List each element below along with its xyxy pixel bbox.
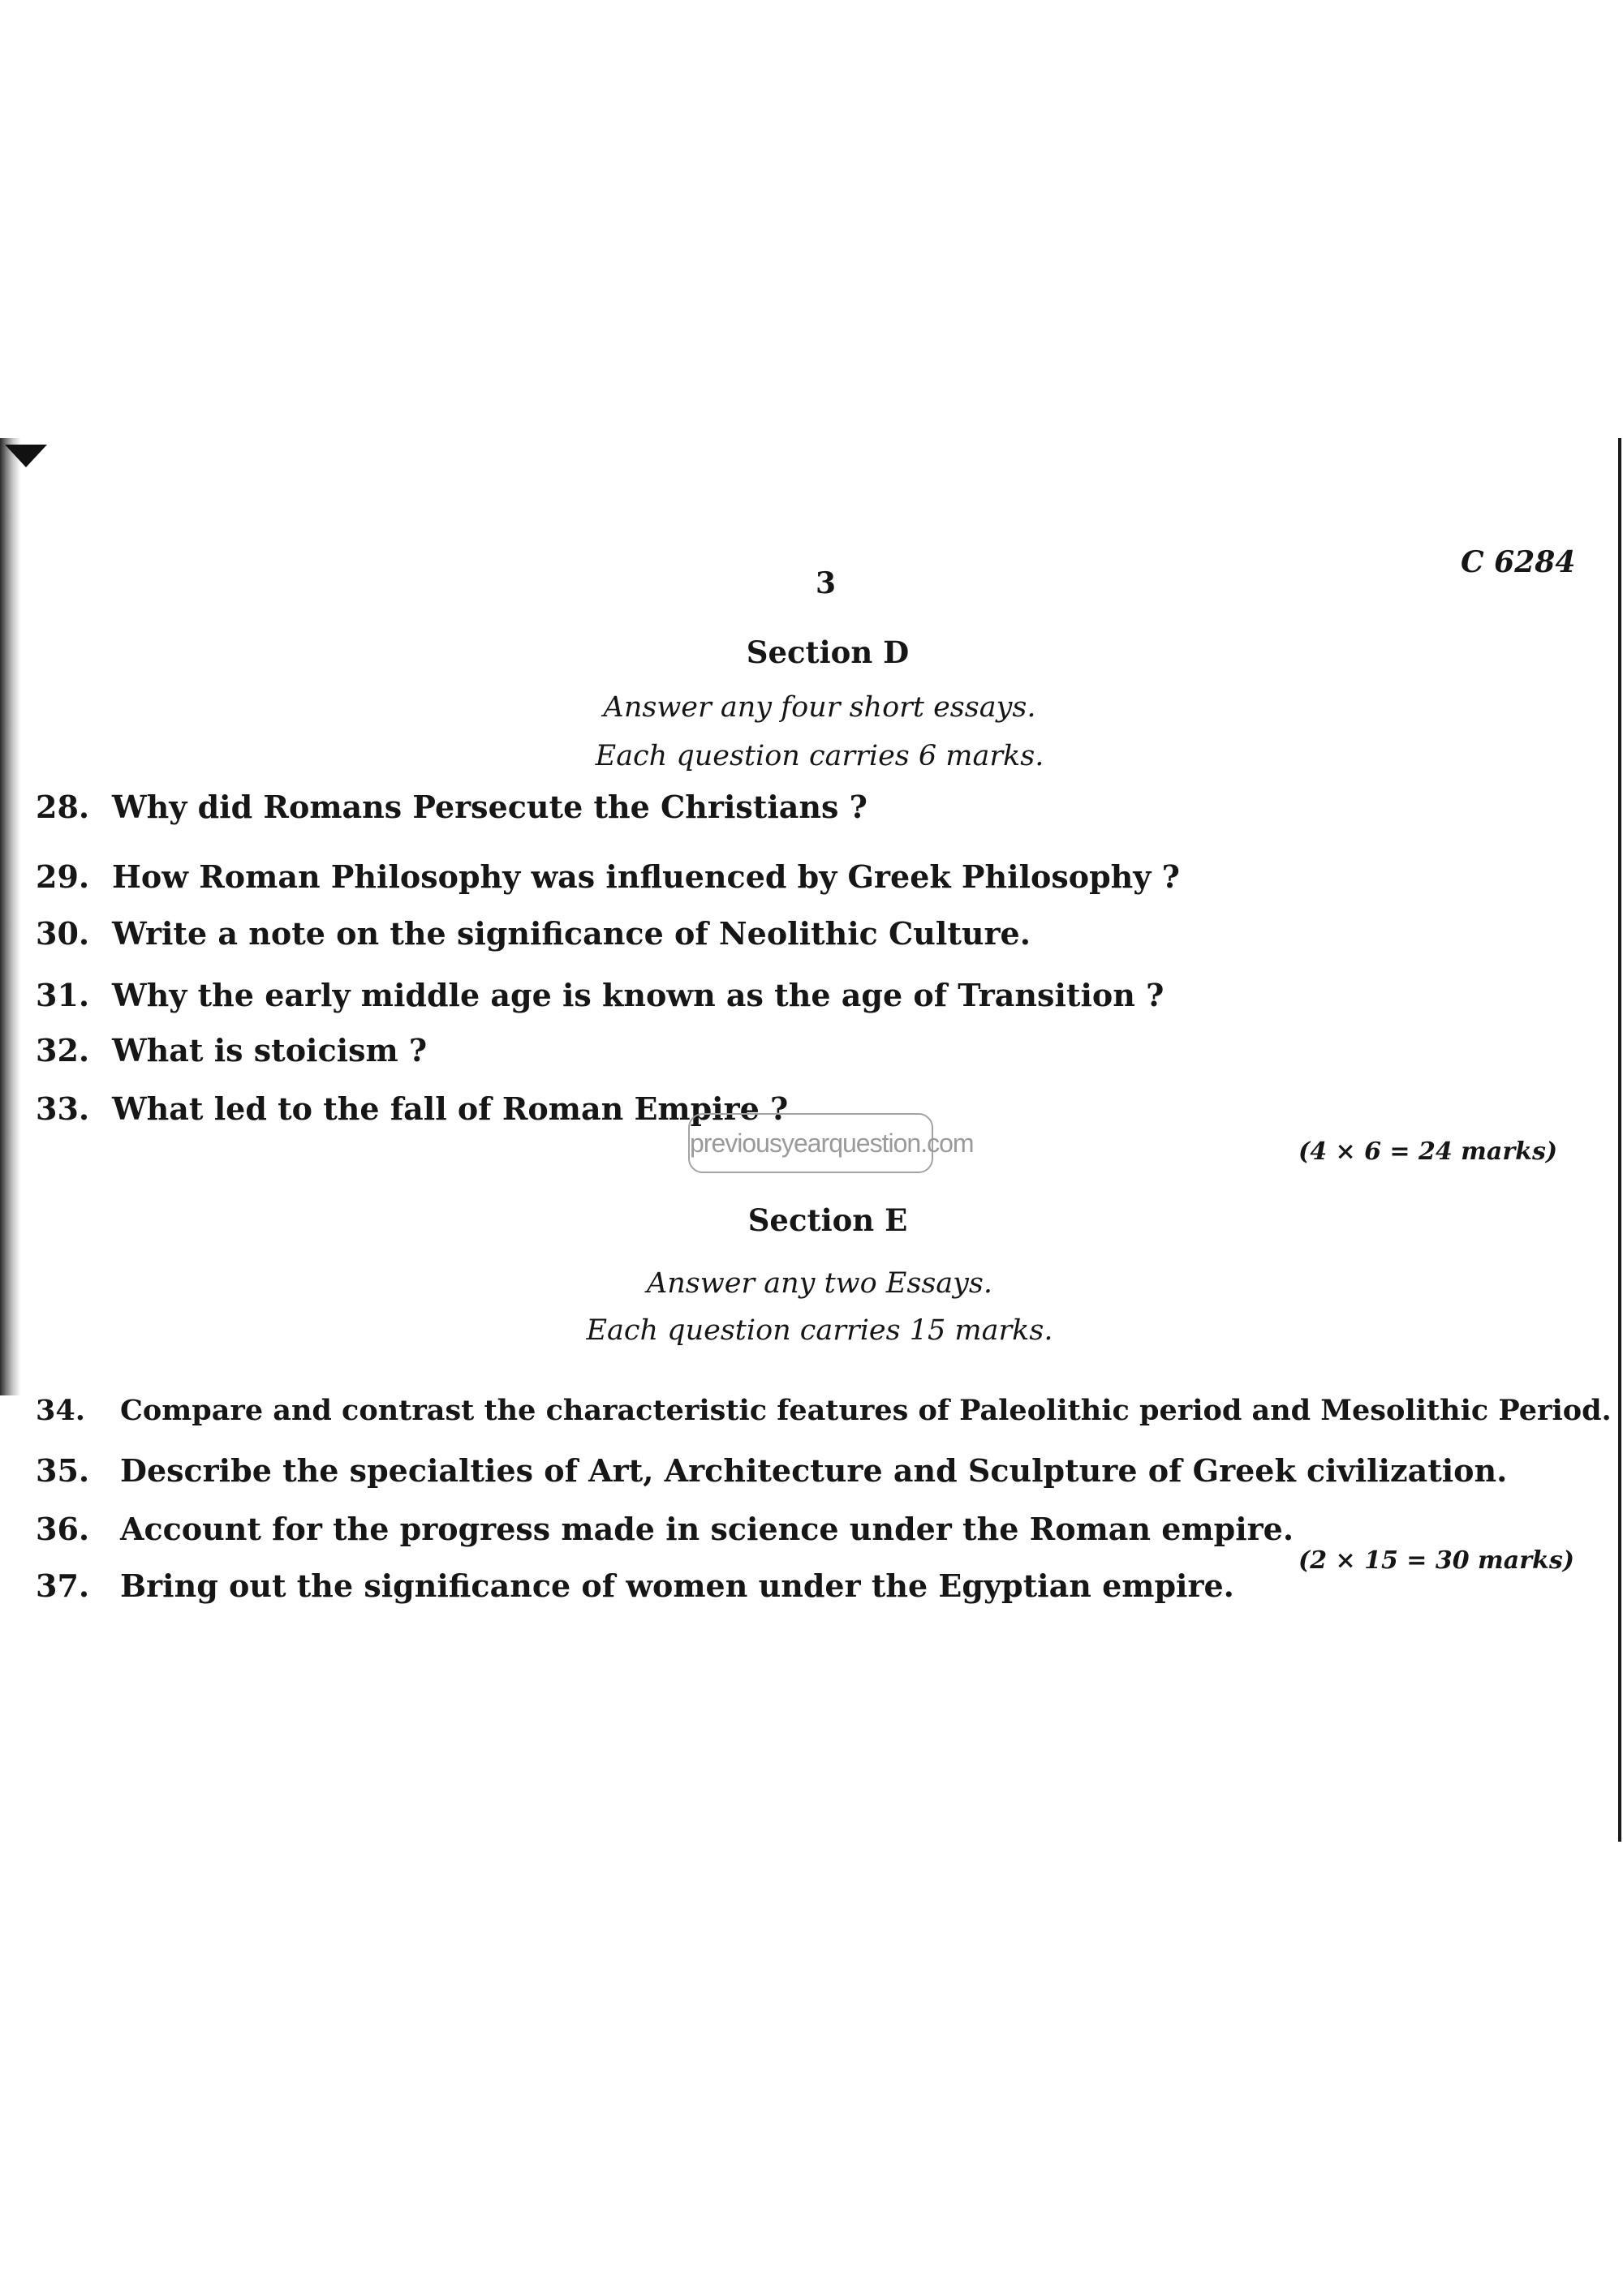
question-text: Compare and contrast the characteristic features of Paleolithic period and Mesolithic Period. [120,1394,1612,1427]
scan-right-edge [1618,438,1621,1842]
scan-shadow-edge [0,438,21,1395]
question-number: 31. [36,977,90,1013]
question-number: 29. [36,858,90,895]
question-number: 33. [36,1090,90,1127]
section-e-instruction-2: Each question carries 15 marks. [586,1314,1053,1347]
question-number: 32. [36,1032,90,1068]
question-text: Why did Romans Persecute the Christians ? [112,789,867,825]
question-number: 35. [36,1452,90,1489]
question-number: 37. [36,1567,90,1604]
question-number: 30. [36,915,90,952]
corner-fold-mark [5,445,47,467]
section-d-title: Section D [746,634,910,670]
section-d-marks: (4 × 6 = 24 marks) [1298,1137,1558,1166]
question-number: 34. [36,1394,85,1427]
question-number: 36. [36,1511,90,1547]
question-text: Account for the progress made in science under the Roman empire. [120,1511,1294,1547]
section-e-title: Section E [747,1202,908,1238]
question-text: How Roman Philosophy was influenced by Greek Philosophy ? [112,858,1180,895]
section-d-instruction-2: Each question carries 6 marks. [595,740,1044,772]
section-e-instruction-1: Answer any two Essays. [646,1267,993,1300]
paper-code: C 6284 [1461,545,1576,579]
question-text: Write a note on the significance of Neolithic Culture. [112,915,1031,952]
question-text: Describe the specialties of Art, Architecture and Sculpture of Greek civilization. [120,1452,1508,1489]
question-number: 28. [36,789,90,825]
section-d-instruction-1: Answer any four short essays. [603,691,1036,724]
section-e-marks: (2 × 15 = 30 marks) [1298,1546,1574,1575]
question-text: What led to the fall of Roman Empire ? [112,1090,789,1127]
watermark-stamp: previousyearquestion.com [688,1113,933,1173]
page-number: 3 [816,566,837,600]
question-text: Bring out the significance of women under the Egyptian empire. [120,1567,1234,1604]
question-text: Why the early middle age is known as the age of Transition ? [112,977,1165,1013]
question-text: What is stoicism ? [112,1032,428,1068]
